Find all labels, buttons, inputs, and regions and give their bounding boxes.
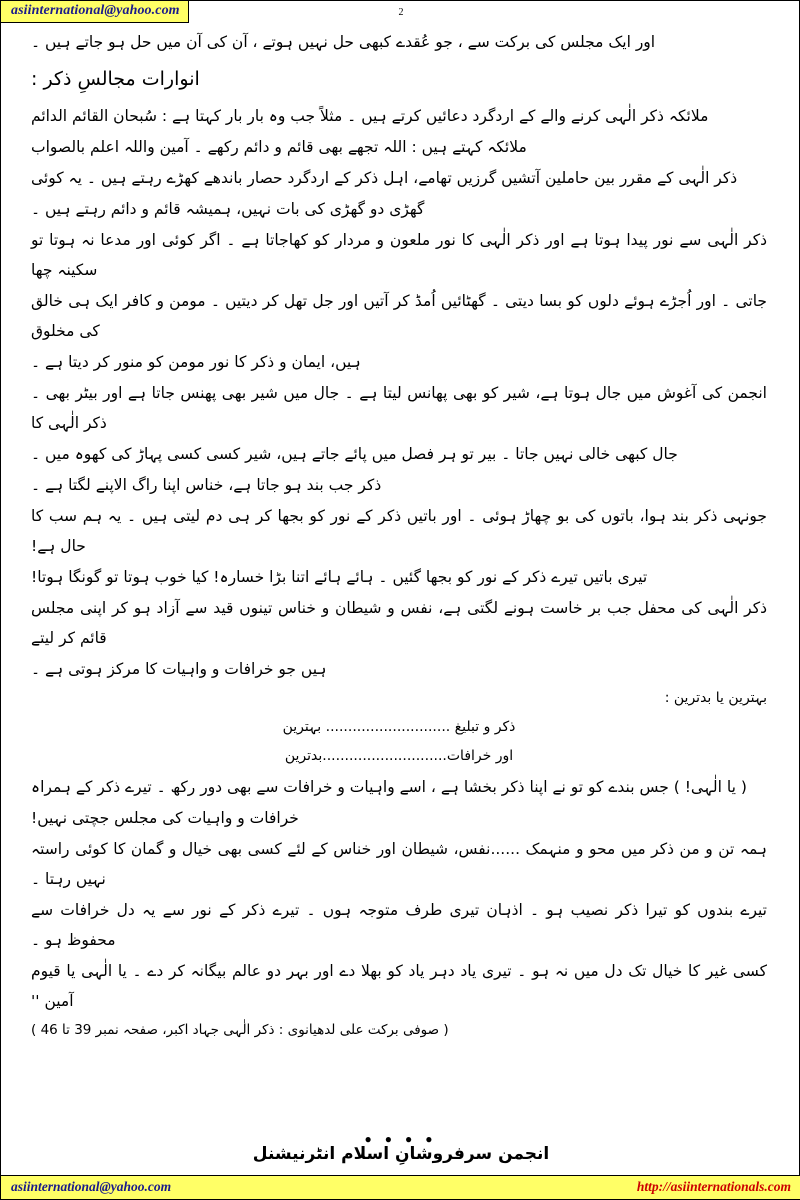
paragraph-21: تیرے بندوں کو تیرا ذکر نصیب ہو ۔ اذہان تیری طرف متوجہ ہوں ۔ تیرے ذکر کے نور سے یہ دل خرافات سے محفوظ ہو ۔: [31, 901, 767, 949]
footer-website-link[interactable]: http://asiinternationals.com: [636, 1179, 791, 1194]
paragraph-4: گھڑی دو گھڑی کی بات نہیں، ہمیشہ قائم و دائم رہتے ہیں ۔: [31, 200, 425, 218]
paragraph-line-1: اور ایک مجلس کی برکت سے ، جو عُقدے کبھی حل نہیں ہوتے ، آن کی آن میں حل ہو جاتے ہیں ۔: [31, 33, 656, 51]
paragraph-2: ملائکہ کہتے ہیں : اللہ تجھے بھی قائم و دائم رکھے ۔ آمین واللہ اعلم بالصواب: [31, 138, 527, 156]
paragraph-12: تیری باتیں تیرے ذکر کے نور کو بجھا گئیں ۔ ہائے ہائے اتنا بڑا خسارہ! کیا خوب ہوتا تو گونگا ہوتا!: [31, 568, 648, 586]
page-number: 2: [398, 7, 404, 18]
document-body: [1, 27, 800, 1045]
paragraph-14: ہیں جو خرافات و واہیات کا مرکز ہوتی ہے ۔: [31, 660, 327, 678]
header-email-badge: asiinternational@yahoo.com: [1, 1, 189, 23]
paragraph-6: جاتی ۔ اور اُجڑے ہوئے دلوں کو بسا دیتی ۔ گھٹائیں اُمڈ کر آتیں اور جل تھل کر دیتیں ۔ مومن و کافر ایک ہی خالق کی مخلوق: [31, 292, 767, 340]
source-reference: ( صوفی برکت علی لدھیانوی : ذکر الٰہی جہاد اکبر، صفحہ نمبر 39 تا 46 ): [31, 1022, 449, 1038]
paragraph-22: کسی غیر کا خیال تک دل میں نہ ہو ۔ تیری یاد دہر یاد کو بھلا دے اور بہر دو عالم بیگانہ کر دے ۔ یا الٰہی یا قیوم آمین '': [31, 962, 767, 1010]
paragraph-9: جال کبھی خالی نہیں جاتا ۔ بیر تو ہر فصل میں پائے جاتے ہیں، شیر کسی کسی پہاڑ کی کھوہ میں ۔: [31, 445, 678, 463]
separator-dots: ● ● ● ●: [364, 1132, 438, 1146]
footer-bar: [1, 1175, 800, 1199]
paragraph-5: ذکر الٰہی سے نور پیدا ہوتا ہے اور ذکر الٰہی کا نور ملعون و مردار کو کھاجاتا ہے ۔ اگر کوئی اور مدعا نہ ہوتا تو سکینہ چھا: [31, 231, 767, 279]
section-heading: انوارات مجالسِ ذکر :: [31, 68, 200, 90]
list-item-best: ذکر و تبلیغ ............................ بہترین: [282, 719, 516, 735]
paragraph-13: ذکر الٰہی کی محفل جب بر خاست ہونے لگتی ہے، نفس و شیطان و خناس تینوں قید سے آزاد ہو کر اپنی مجلس قائم کر لیتے: [31, 599, 767, 647]
paragraph-10: ذکر جب بند ہو جاتا ہے، خناس اپنا راگ الاپنے لگتا ہے ۔: [31, 476, 382, 494]
paragraph-15-label: بہترین یا بدترین :: [664, 690, 767, 706]
paragraph-1: ملائکہ ذکر الٰہی کرنے والے کے اردگرد دعائیں کرتے ہیں ۔ مثلاً جب وہ بار بار کہتا ہے : سُبحان القائم الدائم: [31, 107, 709, 125]
paragraph-19: خرافات و واہیات کی مجلس جچتی نہیں!: [31, 809, 299, 827]
paragraph-11: جونہی ذکر بند ہوا، باتوں کی بو چھاڑ ہوئی ۔ اور باتیں ذکر کے نور کو بجھا کر ہی دم لیتی ہیں ۔ یہ ہم سب کا حال ہے!: [31, 507, 767, 555]
paragraph-7: ہیں، ایمان و ذکر کا نور مومن کو منور کر دیتا ہے ۔: [31, 353, 361, 371]
paragraph-3: ذکر الٰہی کے مقرر بین حاملین آتشیں گرزیں تھامے، اہل ذکر کے اردگرد حصار باندھے کھڑے رہتے ہیں ۔ یہ کوئی: [31, 169, 738, 187]
paragraph-20: ہمہ تن و من ذکر میں محو و منہمک ......نفس، شیطان اور خناس کے لئے کسی بھی خیال و گمان کا کوئی راستہ نہیں رہتا ۔: [31, 840, 767, 888]
organization-name: انجمن سرفروشانِ اسلام انٹرنیشنل: [252, 1144, 550, 1164]
list-item-worst: اور خرافات............................بدترین: [284, 748, 514, 764]
paragraph-8: انجمن کی آغوش میں جال ہوتا ہے، شیر کو بھی پھانس لیتا ہے ۔ جال میں شیر بھی پھنس جاتا ہے اور بیٹر بھی ۔ ذکر الٰہی کا: [31, 384, 767, 432]
paragraph-18: ( یا الٰہی! ) جس بندے کو تو نے اپنا ذکر بخشا ہے ، اسے واہیات و خرافات سے بھی دور رکھ ۔ تیرے ذکر کے ہمراہ: [31, 778, 747, 796]
footer-email[interactable]: asiinternational@yahoo.com: [11, 1179, 172, 1194]
